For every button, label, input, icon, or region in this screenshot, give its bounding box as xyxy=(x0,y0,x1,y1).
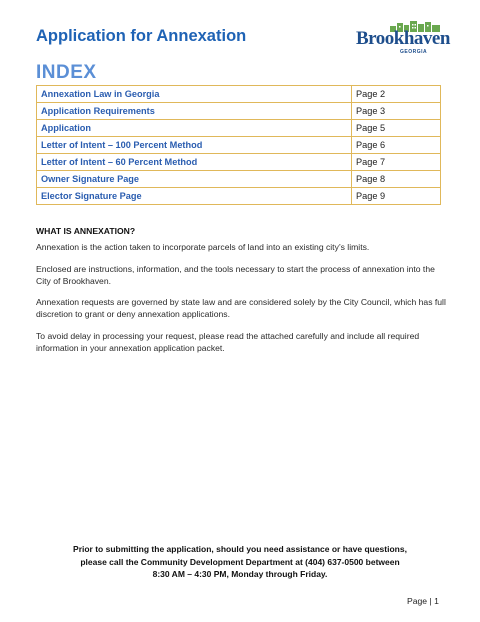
page-number: Page | 1 xyxy=(407,596,439,606)
contact-note-line: Prior to submitting the application, should you need assistance or have questions, xyxy=(73,544,407,554)
logo-wordmark: Brookhaven xyxy=(356,28,450,49)
index-page: Page 9 xyxy=(352,188,441,205)
index-section: Elector Signature Page xyxy=(37,188,352,205)
index-row xyxy=(37,86,441,103)
index-row xyxy=(37,103,441,120)
paragraph: Annexation requests are governed by state law and are considered solely by the City Council, which has full discretion to grant or deny annexation applications. xyxy=(36,297,446,319)
paragraph: Annexation is the action taken to incorporate parcels of land into an existing city’s limits. xyxy=(36,242,370,252)
contact-note xyxy=(40,543,440,581)
index-section: Letter of Intent – 60 Percent Method xyxy=(37,154,352,171)
index-section: Annexation Law in Georgia xyxy=(37,86,352,103)
index-row xyxy=(37,154,441,171)
index-heading: INDEX xyxy=(36,62,97,83)
index-page: Page 3 xyxy=(352,103,441,120)
index-page: Page 7 xyxy=(352,154,441,171)
index-section: Letter of Intent – 100 Percent Method xyxy=(37,137,352,154)
index-section: Owner Signature Page xyxy=(37,171,352,188)
index-page: Page 8 xyxy=(352,171,441,188)
index-row xyxy=(37,171,441,188)
document-title: Application for Annexation xyxy=(36,27,247,45)
brookhaven-logo xyxy=(352,20,450,55)
index-row xyxy=(37,188,441,205)
index-row xyxy=(37,120,441,137)
paragraph: Enclosed are instructions, information, and the tools necessary to start the process of annexation into the City of Brookhaven. xyxy=(36,264,435,286)
contact-note-line: 8:30 AM – 4:30 PM, Monday through Friday. xyxy=(152,569,328,579)
logo-subtext: GEORGIA xyxy=(400,49,428,55)
index-table xyxy=(36,85,441,205)
section-heading: WHAT IS ANNEXATION? xyxy=(36,226,136,236)
paragraph: To avoid delay in processing your request, please read the attached carefully and include all required information in your annexation application packet. xyxy=(36,331,420,353)
index-page: Page 5 xyxy=(352,120,441,137)
contact-note-line: please call the Community Development Department at (404) 637-0500 between xyxy=(80,556,400,567)
index-section: Application xyxy=(37,120,352,137)
index-section: Application Requirements xyxy=(37,103,352,120)
index-row xyxy=(37,137,441,154)
index-page: Page 6 xyxy=(352,137,441,154)
index-page: Page 2 xyxy=(352,86,441,103)
